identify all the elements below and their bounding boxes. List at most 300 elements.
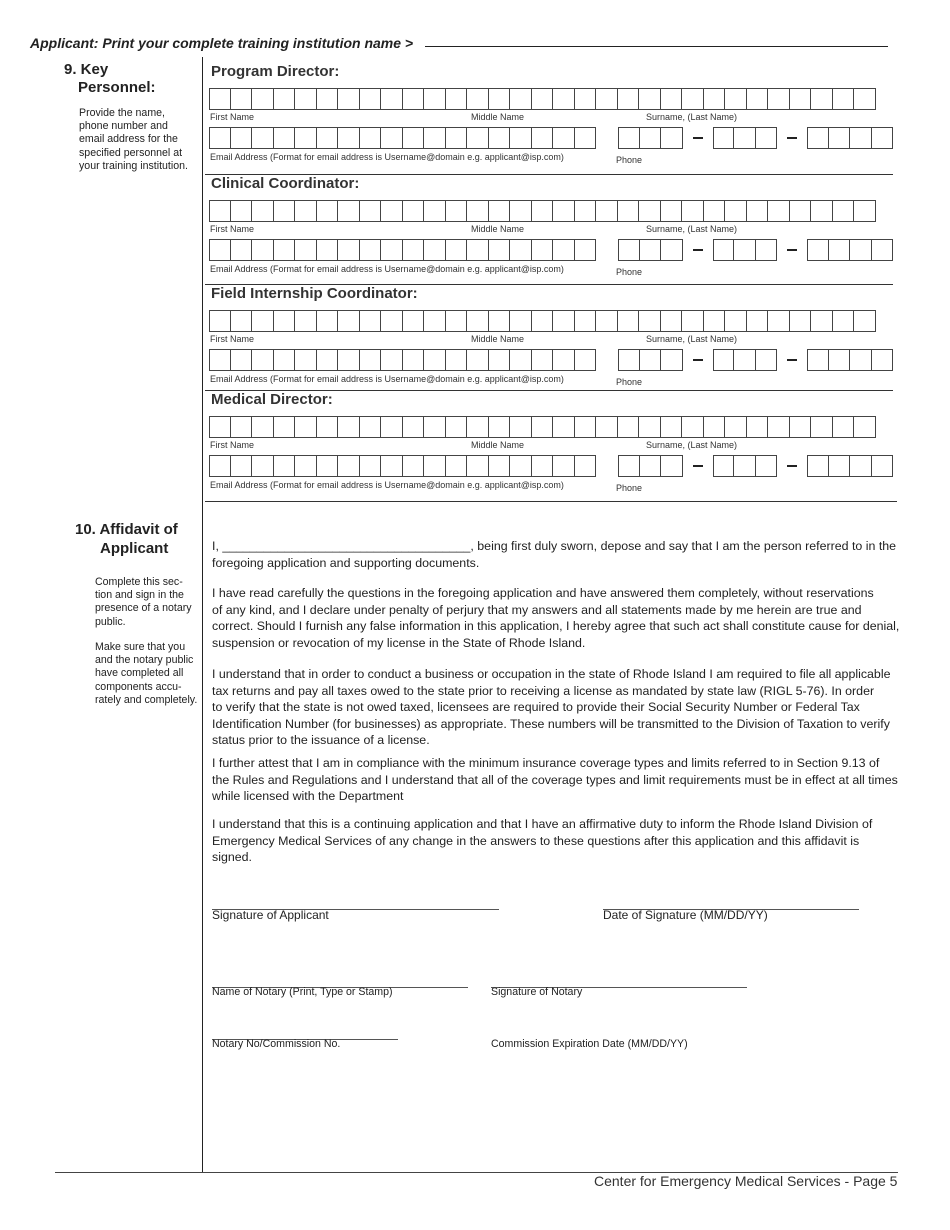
char-box[interactable] (532, 88, 554, 110)
char-box[interactable] (489, 88, 511, 110)
char-box[interactable] (338, 349, 360, 371)
char-box[interactable] (596, 416, 618, 438)
char-box[interactable] (209, 200, 231, 222)
char-box[interactable] (661, 127, 683, 149)
char-box[interactable] (489, 349, 511, 371)
char-box[interactable] (854, 416, 876, 438)
phone-dash (693, 137, 703, 139)
char-box[interactable] (489, 310, 511, 332)
char-box[interactable] (532, 239, 554, 261)
char-box[interactable] (833, 200, 855, 222)
char-box[interactable] (274, 416, 296, 438)
char-box[interactable] (618, 455, 640, 477)
char-box[interactable] (252, 239, 274, 261)
char-box[interactable] (510, 200, 532, 222)
field-internship-coordinator-name-boxes[interactable] (209, 310, 876, 332)
affidavit-paragraph-2: I have read carefully the questions in the foregoing application and have answered them completely, without reservations of any kind, and I declare under penalty of perjury that my answers and all statements made by me herein are true and correct. Should I furnish any false information in this application, I hereby agree that such act shall constitute cause for denial, suspension or revocation of my license in the State of Rhode Island. (212, 586, 900, 650)
char-box[interactable] (209, 127, 231, 149)
char-box[interactable] (403, 416, 425, 438)
medical-director-block (209, 391, 889, 499)
char-box[interactable] (360, 416, 382, 438)
section-10-note-1: Complete this sec- tion and sign in the presence of a notary public. (95, 576, 192, 628)
char-box[interactable] (424, 416, 446, 438)
char-box[interactable] (854, 310, 876, 332)
char-box[interactable] (756, 349, 778, 371)
program-director-phone-boxes[interactable] (618, 127, 893, 149)
char-box[interactable] (833, 310, 855, 332)
char-box[interactable] (231, 416, 253, 438)
char-box[interactable] (295, 127, 317, 149)
char-box[interactable] (510, 349, 532, 371)
char-box[interactable] (532, 416, 554, 438)
field-internship-coordinator-block (209, 285, 889, 393)
char-box[interactable] (446, 416, 468, 438)
char-box[interactable] (360, 127, 382, 149)
section-separator (205, 390, 893, 391)
char-box[interactable] (829, 349, 851, 371)
char-box[interactable] (713, 127, 735, 149)
char-box[interactable] (338, 127, 360, 149)
char-box[interactable] (756, 127, 778, 149)
char-box[interactable] (596, 88, 618, 110)
char-box[interactable] (790, 200, 812, 222)
char-box[interactable] (381, 239, 403, 261)
char-box[interactable] (618, 200, 640, 222)
char-box[interactable] (467, 239, 489, 261)
char-box[interactable] (725, 88, 747, 110)
char-box[interactable] (274, 200, 296, 222)
medical-director-email-boxes[interactable] (209, 455, 596, 477)
char-box[interactable] (829, 239, 851, 261)
char-box[interactable] (403, 127, 425, 149)
field-internship-coordinator-first-name-label: First Name (210, 334, 255, 344)
char-box[interactable] (639, 88, 661, 110)
char-box[interactable] (811, 310, 833, 332)
clinical-coordinator-surname-label: Surname, (Last Name) (646, 224, 738, 234)
clinical-coordinator-title: Clinical Coordinator: (211, 175, 360, 192)
char-box[interactable] (575, 239, 597, 261)
program-director-block (209, 63, 889, 171)
section-separator (205, 284, 893, 285)
char-box[interactable] (734, 239, 756, 261)
program-director-phone-label: Phone (616, 155, 643, 165)
char-box[interactable] (553, 127, 575, 149)
char-box[interactable] (639, 310, 661, 332)
medical-director-first-name-label: First Name (210, 440, 255, 450)
char-box[interactable] (317, 416, 339, 438)
char-box[interactable] (209, 455, 231, 477)
char-box[interactable] (231, 88, 253, 110)
clinical-coordinator-middle-name-label: Middle Name (471, 224, 525, 234)
char-box[interactable] (295, 239, 317, 261)
char-box[interactable] (424, 127, 446, 149)
char-box[interactable] (295, 416, 317, 438)
clinical-coordinator-phone-boxes[interactable] (618, 239, 893, 261)
char-box[interactable] (704, 88, 726, 110)
char-box[interactable] (553, 349, 575, 371)
char-box[interactable] (360, 88, 382, 110)
char-box[interactable] (274, 455, 296, 477)
char-box[interactable] (424, 455, 446, 477)
char-box[interactable] (467, 200, 489, 222)
char-box[interactable] (618, 127, 640, 149)
notary-signature-label: Signature of Notary (491, 986, 583, 998)
char-box[interactable] (446, 310, 468, 332)
char-box[interactable] (661, 200, 683, 222)
char-box[interactable] (252, 88, 274, 110)
char-box[interactable] (575, 310, 597, 332)
char-box[interactable] (532, 349, 554, 371)
char-box[interactable] (734, 349, 756, 371)
char-box[interactable] (231, 127, 253, 149)
notary-name-label: Name of Notary (Print, Type or Stamp) (212, 986, 393, 998)
char-box[interactable] (833, 88, 855, 110)
char-box[interactable] (768, 88, 790, 110)
char-box[interactable] (446, 88, 468, 110)
char-box[interactable] (872, 349, 894, 371)
char-box[interactable] (768, 200, 790, 222)
program-director-middle-name-label: Middle Name (471, 112, 525, 122)
char-box[interactable] (403, 200, 425, 222)
field-internship-coordinator-middle-name-label: Middle Name (471, 334, 525, 344)
char-box[interactable] (618, 416, 640, 438)
char-box[interactable] (575, 455, 597, 477)
char-box[interactable] (850, 349, 872, 371)
char-box[interactable] (640, 127, 662, 149)
char-box[interactable] (360, 310, 382, 332)
char-box[interactable] (596, 310, 618, 332)
program-director-email-boxes[interactable] (209, 127, 596, 149)
phone-dash (693, 249, 703, 251)
char-box[interactable] (618, 88, 640, 110)
char-box[interactable] (661, 349, 683, 371)
char-box[interactable] (381, 310, 403, 332)
char-box[interactable] (295, 455, 317, 477)
affidavit-paragraph-3: I understand that in order to conduct a business or occupation in the state of Rhode Island I am required to file all applicable tax returns and pay all taxes owed to the state prior to receiving a license as mandated by state law (RIGL 5-76). In order to verify that the state is not owed taxed, licensees are required to provide their Social Security Number or Federal Tax Identification Number (for businesses) as appropriate. These numbers will be transmitted to the Division of Taxation to verify status prior to the issuance of a license. (212, 667, 891, 747)
char-box[interactable] (807, 127, 829, 149)
char-box[interactable] (682, 88, 704, 110)
char-box[interactable] (252, 455, 274, 477)
medical-director-phone-boxes[interactable] (618, 455, 893, 477)
char-box[interactable] (489, 455, 511, 477)
char-box[interactable] (381, 416, 403, 438)
char-box[interactable] (661, 416, 683, 438)
char-box[interactable] (209, 416, 231, 438)
char-box[interactable] (532, 310, 554, 332)
char-box[interactable] (734, 455, 756, 477)
char-box[interactable] (295, 88, 317, 110)
char-box[interactable] (575, 349, 597, 371)
char-box[interactable] (850, 455, 872, 477)
char-box[interactable] (790, 310, 812, 332)
char-box[interactable] (854, 200, 876, 222)
char-box[interactable] (403, 349, 425, 371)
medical-director-email-label: Email Address (Format for email address is Username@domain e.g. applicant@isp.com) (210, 480, 564, 490)
clinical-coordinator-name-boxes[interactable] (209, 200, 876, 222)
char-box[interactable] (639, 200, 661, 222)
char-box[interactable] (575, 200, 597, 222)
char-box[interactable] (618, 349, 640, 371)
char-box[interactable] (381, 88, 403, 110)
char-box[interactable] (618, 310, 640, 332)
affidavit-paragraph-1: I, ____________________________________, being first duly sworn, depose and say that I am the person referred to in the foregoing application and supporting documents. (212, 539, 897, 570)
char-box[interactable] (640, 239, 662, 261)
char-box[interactable] (317, 239, 339, 261)
char-box[interactable] (618, 239, 640, 261)
char-box[interactable] (756, 239, 778, 261)
char-box[interactable] (231, 310, 253, 332)
char-box[interactable] (274, 239, 296, 261)
char-box[interactable] (317, 310, 339, 332)
char-box[interactable] (274, 349, 296, 371)
char-box[interactable] (510, 455, 532, 477)
program-director-surname-label: Surname, (Last Name) (646, 112, 738, 122)
char-box[interactable] (850, 127, 872, 149)
char-box[interactable] (553, 88, 575, 110)
char-box[interactable] (756, 455, 778, 477)
program-director-email-label: Email Address (Format for email address is Username@domain e.g. applicant@isp.com) (210, 152, 564, 162)
field-internship-coordinator-surname-label: Surname, (Last Name) (646, 334, 738, 344)
char-box[interactable] (295, 310, 317, 332)
char-box[interactable] (317, 127, 339, 149)
char-box[interactable] (424, 239, 446, 261)
char-box[interactable] (467, 127, 489, 149)
char-box[interactable] (811, 200, 833, 222)
char-box[interactable] (725, 416, 747, 438)
section-9-number: 9. Key (64, 61, 109, 78)
char-box[interactable] (360, 349, 382, 371)
char-box[interactable] (209, 239, 231, 261)
char-box[interactable] (446, 239, 468, 261)
char-box[interactable] (338, 455, 360, 477)
char-box[interactable] (640, 455, 662, 477)
char-box[interactable] (252, 416, 274, 438)
clinical-coordinator-email-boxes[interactable] (209, 239, 596, 261)
char-box[interactable] (596, 200, 618, 222)
column-divider (202, 57, 203, 1172)
char-box[interactable] (381, 349, 403, 371)
char-box[interactable] (338, 200, 360, 222)
char-box[interactable] (807, 239, 829, 261)
char-box[interactable] (713, 349, 735, 371)
char-box[interactable] (338, 88, 360, 110)
char-box[interactable] (424, 349, 446, 371)
char-box[interactable] (553, 200, 575, 222)
char-box[interactable] (317, 349, 339, 371)
char-box[interactable] (338, 239, 360, 261)
char-box[interactable] (747, 310, 769, 332)
institution-name-line[interactable] (425, 46, 888, 47)
field-internship-coordinator-title: Field Internship Coordinator: (211, 285, 418, 302)
char-box[interactable] (489, 239, 511, 261)
commission-expiration-label: Commission Expiration Date (MM/DD/YY) (491, 1038, 688, 1050)
phone-dash (787, 359, 797, 361)
section-9-note: Provide the name, phone number and email address for the specified personnel at your training institution. (79, 107, 188, 172)
char-box[interactable] (725, 310, 747, 332)
char-box[interactable] (725, 200, 747, 222)
char-box[interactable] (424, 88, 446, 110)
char-box[interactable] (704, 200, 726, 222)
char-box[interactable] (489, 127, 511, 149)
char-box[interactable] (713, 239, 735, 261)
char-box[interactable] (532, 200, 554, 222)
char-box[interactable] (829, 455, 851, 477)
char-box[interactable] (768, 416, 790, 438)
char-box[interactable] (872, 127, 894, 149)
char-box[interactable] (467, 416, 489, 438)
char-box[interactable] (231, 349, 253, 371)
char-box[interactable] (274, 310, 296, 332)
char-box[interactable] (209, 310, 231, 332)
char-box[interactable] (747, 88, 769, 110)
char-box[interactable] (317, 455, 339, 477)
char-box[interactable] (872, 239, 894, 261)
section-separator (205, 174, 893, 175)
char-box[interactable] (833, 416, 855, 438)
char-box[interactable] (872, 455, 894, 477)
char-box[interactable] (489, 200, 511, 222)
char-box[interactable] (713, 455, 735, 477)
char-box[interactable] (317, 88, 339, 110)
clinical-coordinator-phone-label: Phone (616, 267, 643, 277)
char-box[interactable] (768, 310, 790, 332)
char-box[interactable] (807, 349, 829, 371)
char-box[interactable] (209, 88, 231, 110)
phone-dash (787, 465, 797, 467)
char-box[interactable] (274, 88, 296, 110)
medical-director-name-boxes[interactable] (209, 416, 876, 438)
char-box[interactable] (510, 416, 532, 438)
char-box[interactable] (553, 416, 575, 438)
field-internship-coordinator-phone-boxes[interactable] (618, 349, 893, 371)
char-box[interactable] (424, 310, 446, 332)
char-box[interactable] (510, 310, 532, 332)
char-box[interactable] (403, 239, 425, 261)
char-box[interactable] (682, 416, 704, 438)
field-internship-coordinator-phone-label: Phone (616, 377, 643, 387)
medical-director-title: Medical Director: (211, 391, 333, 408)
char-box[interactable] (811, 416, 833, 438)
char-box[interactable] (734, 127, 756, 149)
char-box[interactable] (317, 200, 339, 222)
char-box[interactable] (661, 310, 683, 332)
char-box[interactable] (704, 310, 726, 332)
section-9-title: Personnel: (78, 79, 156, 96)
char-box[interactable] (850, 239, 872, 261)
program-director-name-boxes[interactable] (209, 88, 876, 110)
char-box[interactable] (403, 455, 425, 477)
field-internship-coordinator-email-boxes[interactable] (209, 349, 596, 371)
char-box[interactable] (403, 310, 425, 332)
char-box[interactable] (639, 416, 661, 438)
char-box[interactable] (424, 200, 446, 222)
char-box[interactable] (510, 88, 532, 110)
institution-name-label: Applicant: Print your complete training institution name > (30, 35, 414, 51)
char-box[interactable] (790, 88, 812, 110)
char-box[interactable] (231, 239, 253, 261)
char-box[interactable] (640, 349, 662, 371)
char-box[interactable] (360, 200, 382, 222)
char-box[interactable] (295, 200, 317, 222)
char-box[interactable] (231, 455, 253, 477)
char-box[interactable] (489, 416, 511, 438)
char-box[interactable] (446, 127, 468, 149)
char-box[interactable] (661, 455, 683, 477)
char-box[interactable] (295, 349, 317, 371)
char-box[interactable] (661, 88, 683, 110)
char-box[interactable] (467, 88, 489, 110)
notary-number-label: Notary No/Commission No. (212, 1038, 341, 1050)
section-separator (205, 501, 897, 502)
affidavit-paragraph-4: I further attest that I am in compliance with the minimum insurance coverage types and limits referred to in Section 9.13 of the Rules and Regulations and I understand that all of the coverage types and limit requirements must be in effect at all times while licensed with the Department (212, 756, 898, 803)
char-box[interactable] (360, 239, 382, 261)
phone-dash (693, 359, 703, 361)
clinical-coordinator-block (209, 175, 889, 283)
program-director-first-name-label: First Name (210, 112, 255, 122)
medical-director-phone-label: Phone (616, 483, 643, 493)
char-box[interactable] (467, 310, 489, 332)
char-box[interactable] (467, 455, 489, 477)
char-box[interactable] (575, 88, 597, 110)
char-box[interactable] (553, 310, 575, 332)
char-box[interactable] (829, 127, 851, 149)
char-box[interactable] (252, 127, 274, 149)
char-box[interactable] (807, 455, 829, 477)
char-box[interactable] (532, 455, 554, 477)
char-box[interactable] (446, 200, 468, 222)
char-box[interactable] (661, 239, 683, 261)
char-box[interactable] (381, 200, 403, 222)
char-box[interactable] (209, 349, 231, 371)
char-box[interactable] (704, 416, 726, 438)
char-box[interactable] (252, 200, 274, 222)
char-box[interactable] (403, 88, 425, 110)
char-box[interactable] (446, 349, 468, 371)
char-box[interactable] (338, 310, 360, 332)
char-box[interactable] (446, 455, 468, 477)
char-box[interactable] (811, 88, 833, 110)
char-box[interactable] (338, 416, 360, 438)
char-box[interactable] (747, 200, 769, 222)
char-box[interactable] (467, 349, 489, 371)
char-box[interactable] (790, 416, 812, 438)
char-box[interactable] (274, 127, 296, 149)
medical-director-middle-name-label: Middle Name (471, 440, 525, 450)
char-box[interactable] (553, 455, 575, 477)
char-box[interactable] (575, 127, 597, 149)
clinical-coordinator-first-name-label: First Name (210, 224, 255, 234)
char-box[interactable] (532, 127, 554, 149)
section-10-number: 10. Affidavit of (75, 521, 178, 538)
char-box[interactable] (682, 200, 704, 222)
char-box[interactable] (510, 239, 532, 261)
char-box[interactable] (381, 127, 403, 149)
page-footer: Center for Emergency Medical Services - Page 5 (594, 1173, 898, 1189)
char-box[interactable] (747, 416, 769, 438)
phone-dash (787, 137, 797, 139)
char-box[interactable] (252, 310, 274, 332)
char-box[interactable] (575, 416, 597, 438)
char-box[interactable] (381, 455, 403, 477)
char-box[interactable] (553, 239, 575, 261)
char-box[interactable] (252, 349, 274, 371)
char-box[interactable] (682, 310, 704, 332)
char-box[interactable] (854, 88, 876, 110)
clinical-coordinator-email-label: Email Address (Format for email address is Username@domain e.g. applicant@isp.com) (210, 264, 564, 274)
char-box[interactable] (510, 127, 532, 149)
char-box[interactable] (231, 200, 253, 222)
char-box[interactable] (360, 455, 382, 477)
